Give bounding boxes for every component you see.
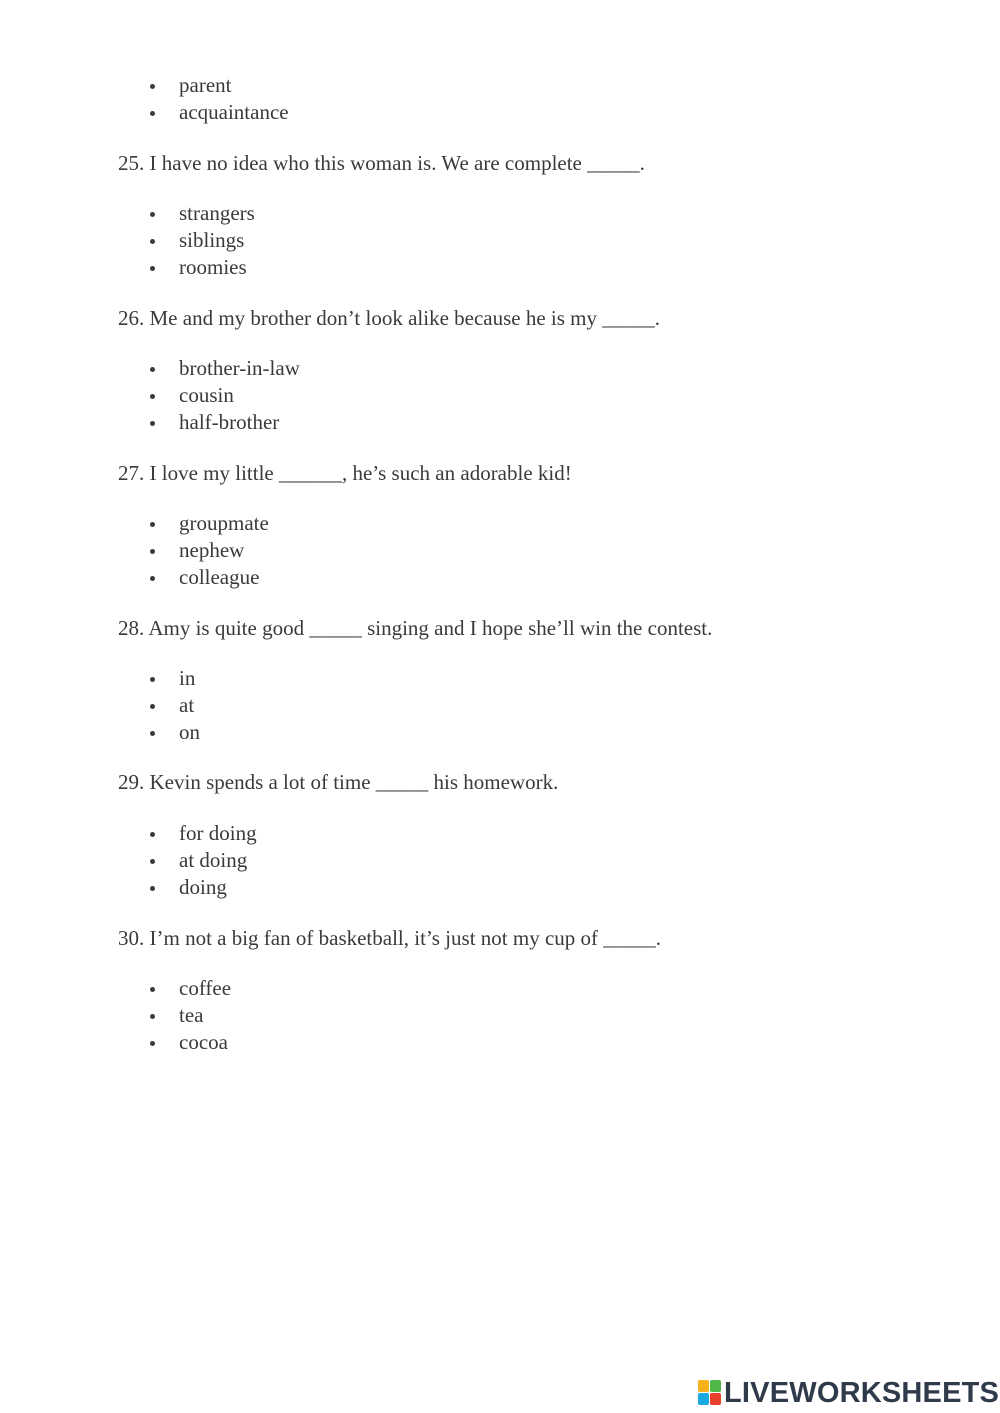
option-item[interactable] <box>150 975 231 1002</box>
option-list-26 <box>150 355 300 436</box>
option-item[interactable] <box>150 382 300 409</box>
option-item[interactable] <box>150 874 257 901</box>
option-item[interactable] <box>150 409 300 436</box>
option-item[interactable] <box>150 254 255 281</box>
option-list-25 <box>150 200 255 281</box>
bullet-icon <box>150 832 155 837</box>
option-text: coffee <box>179 976 232 1000</box>
bullet-icon <box>150 212 155 217</box>
option-item[interactable] <box>150 564 269 591</box>
bullet-icon <box>150 266 155 271</box>
bullet-icon <box>150 886 155 891</box>
option-item[interactable] <box>150 537 269 564</box>
option-text: for doing <box>179 821 257 845</box>
option-text: acquaintance <box>179 100 289 124</box>
bullet-icon <box>150 367 155 372</box>
option-item[interactable] <box>150 200 255 227</box>
option-text: roomies <box>179 255 247 279</box>
option-item[interactable] <box>150 1002 231 1029</box>
question-30: 30. I’m not a big fan of basketball, it’s just not my cup of _____. <box>118 926 662 950</box>
bullet-icon <box>150 859 155 864</box>
option-list-30 <box>150 975 231 1056</box>
bullet-icon <box>150 549 155 554</box>
bullet-icon <box>150 421 155 426</box>
bullet-icon <box>150 704 155 709</box>
option-text: siblings <box>179 228 245 252</box>
option-text: tea <box>179 1003 204 1027</box>
question-29: 29. Kevin spends a lot of time _____ his homework. <box>118 770 559 794</box>
option-text: brother-in-law <box>179 356 300 380</box>
question-28: 28. Amy is quite good _____ singing and I hope she’ll win the contest. <box>118 616 713 640</box>
bullet-icon <box>150 677 155 682</box>
option-text: at <box>179 693 195 717</box>
bullet-icon <box>150 84 155 89</box>
liveworksheets-logo[interactable] <box>698 1378 999 1408</box>
option-item[interactable] <box>150 719 200 746</box>
option-item[interactable] <box>150 355 300 382</box>
option-text: cousin <box>179 383 234 407</box>
bullet-icon <box>150 111 155 116</box>
question-26: 26. Me and my brother don’t look alike because he is my _____. <box>118 306 661 330</box>
option-text: nephew <box>179 538 245 562</box>
option-item[interactable] <box>150 510 269 537</box>
option-list-28 <box>150 665 200 746</box>
option-item[interactable] <box>150 692 200 719</box>
option-list-27 <box>150 510 269 591</box>
option-text: doing <box>179 875 227 899</box>
option-item[interactable] <box>150 847 257 874</box>
bullet-icon <box>150 1014 155 1019</box>
option-text: at doing <box>179 848 248 872</box>
option-item[interactable] <box>150 820 257 847</box>
logo-text: LIVEWORKSHEETS <box>724 1377 1000 1409</box>
option-item[interactable] <box>150 72 289 99</box>
option-text: colleague <box>179 565 260 589</box>
bullet-icon <box>150 576 155 581</box>
bullet-icon <box>150 239 155 244</box>
option-list-29 <box>150 820 257 901</box>
option-text: half-brother <box>179 410 280 434</box>
question-27: 27. I love my little ______, he’s such an adorable kid! <box>118 461 572 485</box>
bullet-icon <box>150 394 155 399</box>
option-text: strangers <box>179 201 255 225</box>
option-item[interactable] <box>150 665 200 692</box>
option-item[interactable] <box>150 227 255 254</box>
bullet-icon <box>150 731 155 736</box>
option-text: cocoa <box>179 1030 228 1054</box>
option-text: in <box>179 666 196 690</box>
bullet-icon <box>150 522 155 527</box>
bullet-icon <box>150 987 155 992</box>
option-text: groupmate <box>179 511 269 535</box>
option-text: parent <box>179 73 232 97</box>
liveworksheets-mark-icon <box>698 1380 722 1406</box>
option-item[interactable] <box>150 99 289 126</box>
option-list-top <box>150 72 289 126</box>
bullet-icon <box>150 1041 155 1046</box>
option-item[interactable] <box>150 1029 231 1056</box>
question-25: 25. I have no idea who this woman is. We are complete _____. <box>118 151 645 175</box>
option-text: on <box>179 720 200 744</box>
